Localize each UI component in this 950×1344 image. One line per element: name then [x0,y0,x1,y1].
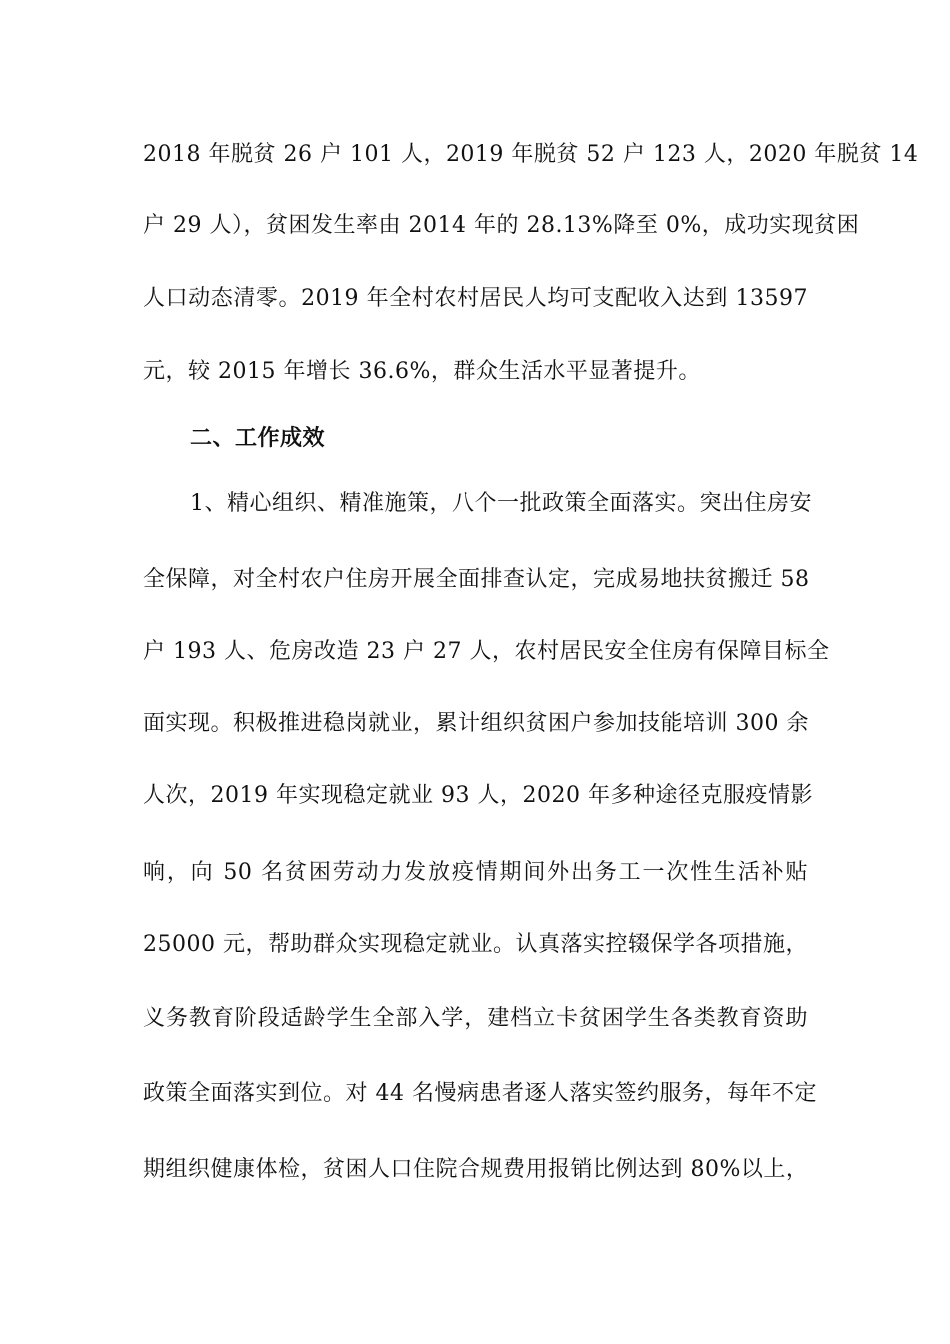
text-line: 期组织健康体检，贫困人口住院合规费用报销比例达到 80%以上， [143,1157,809,1182]
text-line: 25000 元，帮助群众实现稳定就业。认真落实控辍保学各项措施， [143,932,808,957]
section-heading: 二、工作成效 [190,426,326,451]
text-line: 全保障，对全村农户住房开展全面排查认定，完成易地扶贫搬迁 58 [143,567,810,592]
text-line: 元，较 2015 年增长 36.6%，群众生活水平显著提升。 [143,359,701,384]
text-line: 2018 年脱贫 26 户 101 人，2019 年脱贫 52 户 123 人，2020 年脱贫 14 [143,142,919,167]
text-line: 义务教育阶段适龄学生全部入学，建档立卡贫困学生各类教育资助 [143,1006,808,1031]
text-line: 面实现。积极推进稳岗就业，累计组织贫困户参加技能培训 300 余 [143,711,809,736]
text-line: 响，向 50 名贫困劳动力发放疫情期间外出务工一次性生活补贴 [143,860,808,885]
text-line: 政策全面落实到位。对 44 名慢病患者逐人落实签约服务，每年不定 [143,1081,817,1106]
text-line: 户 193 人、危房改造 23 户 27 人，农村居民安全住房有保障目标全 [143,639,830,664]
text-line: 人口动态清零。2019 年全村农村居民人均可支配收入达到 13597 [143,286,808,311]
text-line: 人次，2019 年实现稳定就业 93 人，2020 年多种途径克服疫情影 [143,783,813,808]
text-line: 1、精心组织、精准施策，八个一批政策全面落实。突出住房安 [190,491,812,516]
text-line: 户 29 人），贫困发生率由 2014 年的 28.13%降至 0%，成功实现贫困 [143,213,860,238]
